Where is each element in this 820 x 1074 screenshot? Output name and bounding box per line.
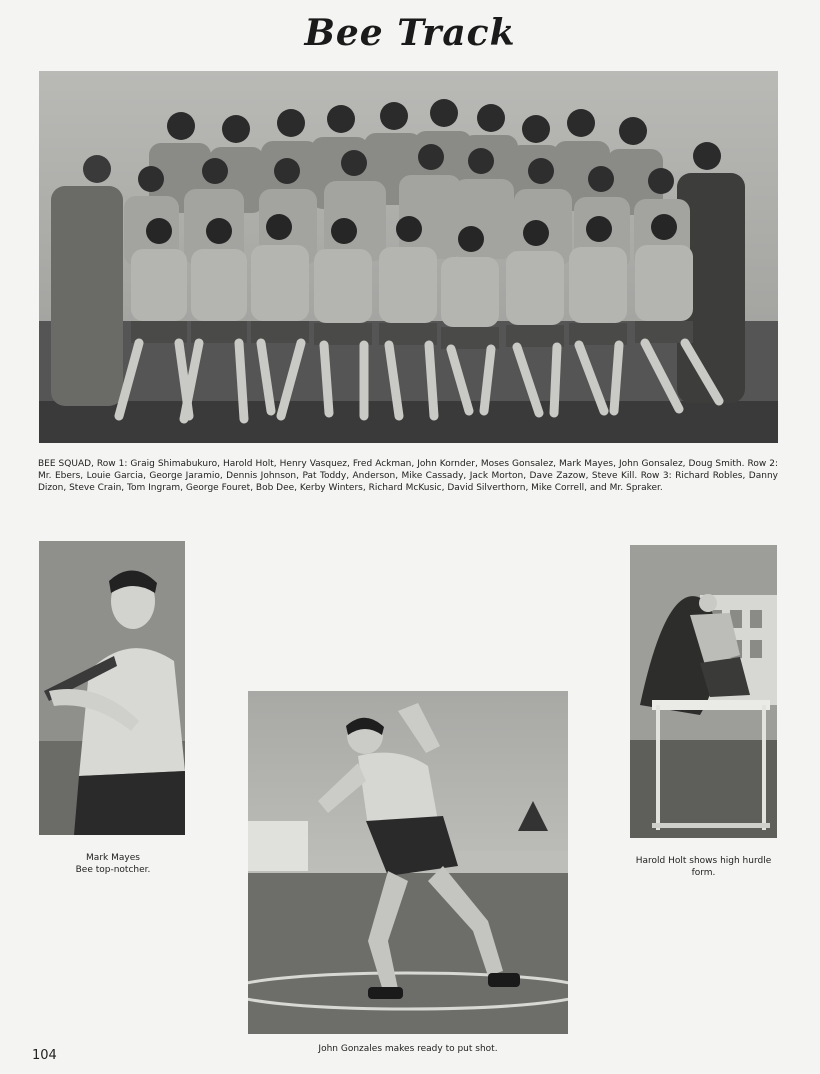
harold-holt-caption: Harold Holt shows high hurdle form. [635, 856, 772, 878]
mark-mayes-photo [39, 541, 185, 835]
mark-mayes-caption-desc: Bee top-notcher. [75, 865, 151, 875]
harold-holt-photo [630, 545, 777, 838]
page-title: Bee Track [304, 12, 516, 54]
mark-mayes-caption [40, 852, 186, 876]
mark-mayes-caption-name: Mark Mayes [86, 853, 140, 863]
page-number: 104 [32, 1048, 57, 1063]
john-gonzales-photo [248, 691, 568, 1034]
team-photo-caption: BEE SQUAD, Row 1: Graig Shimabukuro, Harold Holt, Henry Vasquez, Fred Ackman, John Kornder, Moses Gonsalez, Mark Mayes, John Gonsalez, Doug Smith. Row 2: Mr. Ebers, Louie Garcia, George Jaramio, Dennis Johnson, Pat Toddy, Anderson, Mike Cassady, Jack Morton, Dave Zazow, Steve Kill. Row 3: Richard Robles, Danny Dizon, Steve Crain, Tom Ingram, George Fouret, Bob Dee, Kerby Winters, Richard McKusic, David Silverthorn, Mike Correll, and Mr. Spraker. [38, 459, 778, 493]
team-photo [39, 71, 778, 443]
john-gonzales-caption: John Gonzales makes ready to put shot. [318, 1044, 498, 1054]
